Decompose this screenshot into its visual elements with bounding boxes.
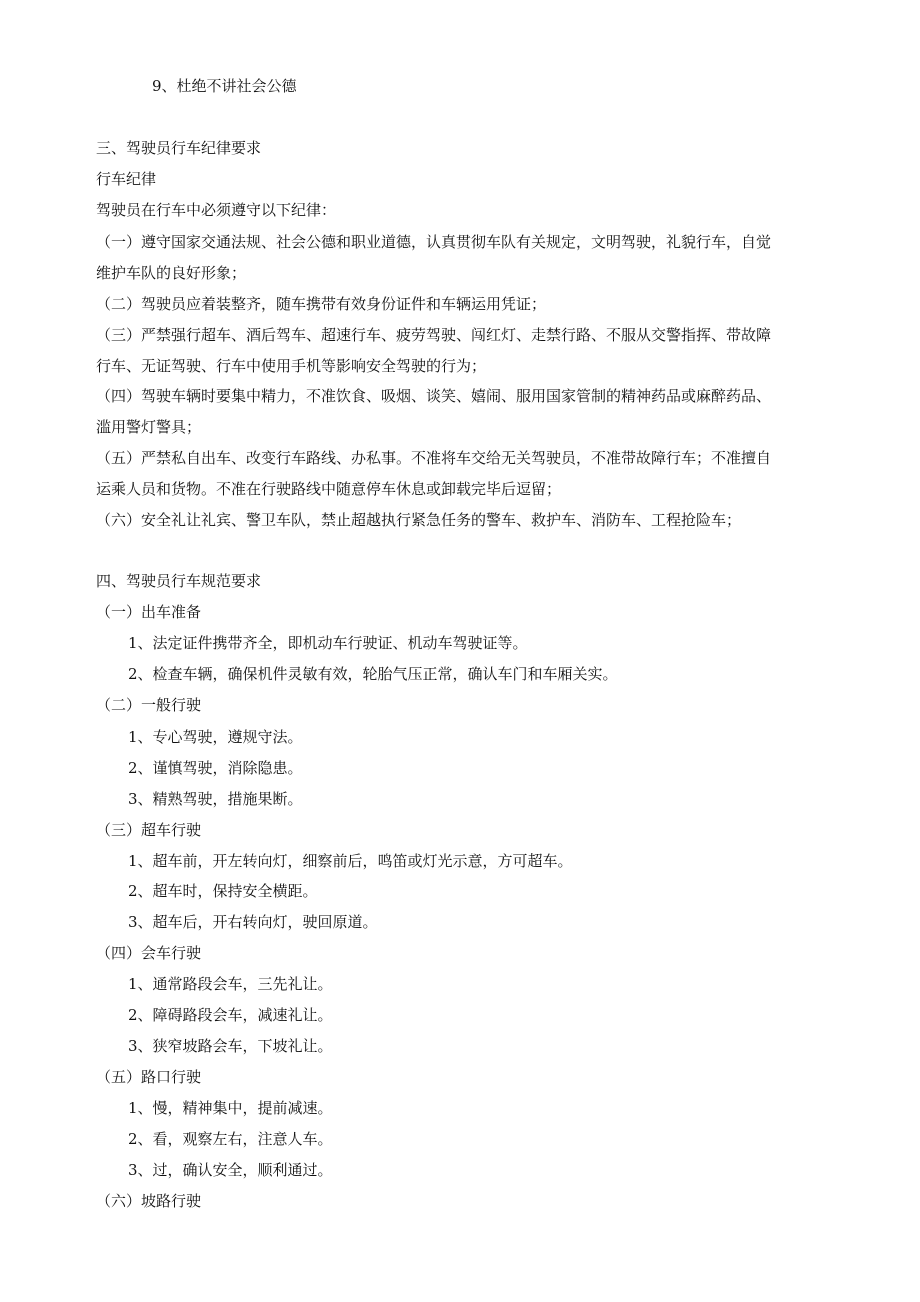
list-item: 1、专心驾驶，遵规守法。: [128, 728, 303, 746]
list-item: 1、法定证件携带齐全，即机动车行驶证、机动车驾驶证等。: [128, 634, 528, 652]
section-heading: 四、驾驶员行车规范要求: [96, 572, 262, 590]
subheading: 行车纪律: [96, 170, 157, 188]
subsection-heading: （三）超车行驶: [96, 821, 202, 839]
list-item: 1、超车前，开左转向灯，细察前后，鸣笛或灯光示意，方可超车。: [128, 852, 573, 870]
list-item: （一）遵守国家交通法规、社会公德和职业道德，认真贯彻车队有关规定，文明驾驶，礼貌行车，自觉: [96, 233, 772, 251]
list-item: 1、通常路段会车，三先礼让。: [128, 975, 333, 993]
list-item: 2、看，观察左右，注意人车。: [128, 1130, 333, 1148]
list-item: 3、狭窄坡路会车，下坡礼让。: [128, 1037, 333, 1055]
list-item: （三）严禁强行超车、酒后驾车、超速行车、疲劳驾驶、闯红灯、走禁行路、不服从交警指挥、带故障: [96, 326, 772, 344]
list-item: （四）驾驶车辆时要集中精力，不准饮食、吸烟、谈笑、嬉闹、服用国家管制的精神药品或麻醉药品、: [96, 387, 772, 405]
subsection-heading: （四）会车行驶: [96, 944, 202, 962]
list-item-continuation: 运乘人员和货物。不准在行驶路线中随意停车休息或卸载完毕后逗留；: [96, 480, 562, 498]
list-item: （六）安全礼让礼宾、警卫车队，禁止超越执行紧急任务的警车、救护车、消防车、工程抢险车；: [96, 511, 742, 529]
list-item: （二）驾驶员应着装整齐，随车携带有效身份证件和车辆运用凭证；: [96, 295, 547, 313]
list-item: 2、检查车辆，确保机件灵敏有效，轮胎气压正常，确认车门和车厢关实。: [128, 665, 618, 683]
section-heading: 三、驾驶员行车纪律要求: [96, 139, 262, 157]
subsection-heading: （六）坡路行驶: [96, 1192, 202, 1210]
list-item: 2、超车时，保持安全横距。: [128, 882, 318, 900]
list-item: 1、慢，精神集中，提前减速。: [128, 1099, 333, 1117]
list-item-continuation: 滥用警灯警具；: [96, 418, 202, 436]
list-item: 2、障碍路段会车，减速礼让。: [128, 1006, 333, 1024]
list-item: 3、精熟驾驶，措施果断。: [128, 790, 303, 808]
list-item: 2、谨慎驾驶，消除隐患。: [128, 759, 303, 777]
list-item: 3、过，确认安全，顺利通过。: [128, 1161, 333, 1179]
paragraph: 驾驶员在行车中必须遵守以下纪律：: [96, 201, 337, 219]
subsection-heading: （五）路口行驶: [96, 1068, 202, 1086]
list-item-continuation: 行车、无证驾驶、行车中使用手机等影响安全驾驶的行为；: [96, 357, 487, 375]
subsection-heading: （一）出车准备: [96, 603, 202, 621]
list-item: 3、超车后，开右转向灯，驶回原道。: [128, 913, 378, 931]
list-item: 9、杜绝不讲社会公德: [152, 77, 297, 95]
subsection-heading: （二）一般行驶: [96, 696, 202, 714]
list-item-continuation: 维护车队的良好形象；: [96, 264, 247, 282]
list-item: （五）严禁私自出车、改变行车路线、办私事。不准将车交给无关驾驶员，不准带故障行车；不准擅自: [96, 449, 772, 467]
